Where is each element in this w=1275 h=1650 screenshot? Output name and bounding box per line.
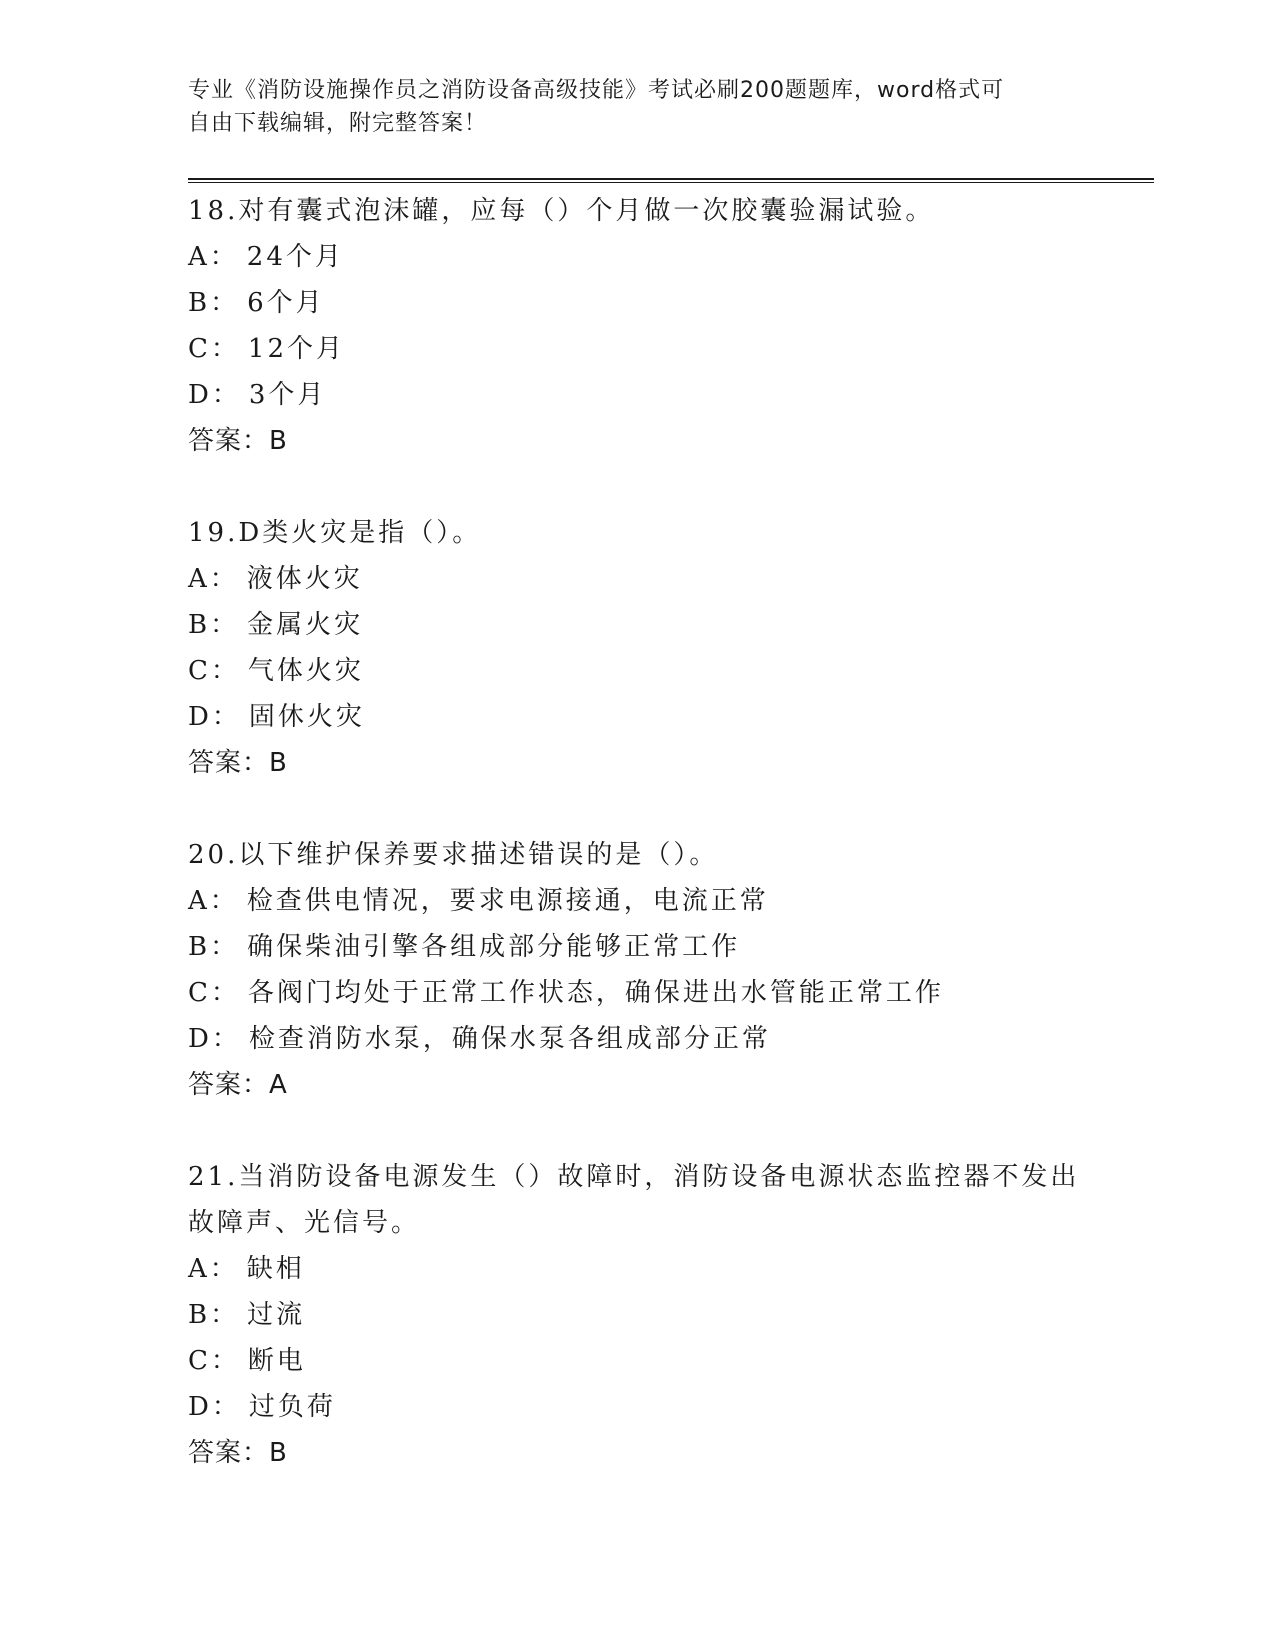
- option-a: [188, 878, 1108, 924]
- question-21: [188, 1154, 1108, 1476]
- option-text: 气体火灾: [247, 656, 364, 686]
- question-stem: 18.对有囊式泡沫罐，应每（）个月做一次胶囊验漏试验。: [188, 196, 935, 226]
- option-text: 金属火灾: [247, 610, 364, 640]
- option-letter: C：: [188, 978, 240, 1008]
- option-d: [188, 1384, 1108, 1430]
- option-letter: A：: [188, 242, 239, 272]
- option-text: 3个月: [248, 380, 327, 410]
- option-text: 6个月: [247, 288, 325, 318]
- option-c: [188, 648, 1108, 694]
- option-text: 过流: [247, 1300, 306, 1330]
- answer-line: 答案：A: [188, 1070, 288, 1100]
- option-a: [188, 234, 1108, 280]
- option-letter: C：: [188, 656, 240, 686]
- option-letter: B：: [188, 610, 240, 640]
- option-b: [188, 280, 1108, 326]
- question-20: [188, 832, 1108, 1108]
- option-text: 过负荷: [248, 1392, 336, 1422]
- option-letter: B：: [188, 932, 240, 962]
- question-stem: 19.D类火灾是指（）。: [188, 518, 482, 548]
- option-a: [188, 1246, 1108, 1292]
- option-text: 各阀门均处于正常工作状态，确保进出水管能正常工作: [247, 978, 944, 1008]
- option-text: 断电: [247, 1346, 306, 1376]
- option-b: [188, 602, 1108, 648]
- option-letter: A：: [188, 564, 239, 594]
- option-d: [188, 372, 1108, 418]
- header-line-2: 自由下载编辑，附完整答案！: [188, 111, 488, 136]
- option-c: [188, 970, 1108, 1016]
- question-stem: 20.以下维护保养要求描述错误的是（）。: [188, 840, 719, 870]
- option-text: 12个月: [247, 334, 345, 364]
- option-text: 确保柴油引擎各组成部分能够正常工作: [247, 932, 741, 962]
- option-letter: A：: [188, 1254, 239, 1284]
- option-text: 固休火灾: [248, 702, 365, 732]
- option-a: [188, 556, 1108, 602]
- option-letter: B：: [188, 1300, 240, 1330]
- question-19: [188, 510, 1108, 786]
- option-b: [188, 924, 1108, 970]
- option-text: 缺相: [246, 1254, 305, 1284]
- option-letter: D：: [188, 702, 241, 732]
- answer-line: 答案：B: [188, 748, 288, 778]
- answer-line: 答案：B: [188, 1438, 288, 1468]
- option-letter: D：: [188, 1392, 241, 1422]
- option-text: 检查消防水泵，确保水泵各组成部分正常: [248, 1024, 771, 1054]
- option-text: 24个月: [246, 242, 344, 272]
- question-18: [188, 188, 1108, 464]
- document-header: [188, 74, 1088, 140]
- option-d: [188, 1016, 1108, 1062]
- answer-line: 答案：B: [188, 426, 288, 456]
- question-stem: 21.当消防设备电源发生（）故障时，消防设备电源状态监控器不发出故障声、光信号。: [188, 1162, 1080, 1238]
- option-text: 检查供电情况，要求电源接通，电流正常: [246, 886, 769, 916]
- option-letter: C：: [188, 1346, 240, 1376]
- option-b: [188, 1292, 1108, 1338]
- option-c: [188, 326, 1108, 372]
- option-letter: C：: [188, 334, 240, 364]
- option-letter: A：: [188, 886, 239, 916]
- header-divider: [188, 178, 1154, 183]
- option-letter: B：: [188, 288, 240, 318]
- option-text: 液体火灾: [246, 564, 363, 594]
- header-line-1: 专业《消防设施操作员之消防设备高级技能》考试必刷200题题库，word格式可: [188, 78, 1005, 103]
- option-letter: D：: [188, 1024, 241, 1054]
- option-letter: D：: [188, 380, 241, 410]
- option-d: [188, 694, 1108, 740]
- question-list: [188, 188, 1108, 1522]
- option-c: [188, 1338, 1108, 1384]
